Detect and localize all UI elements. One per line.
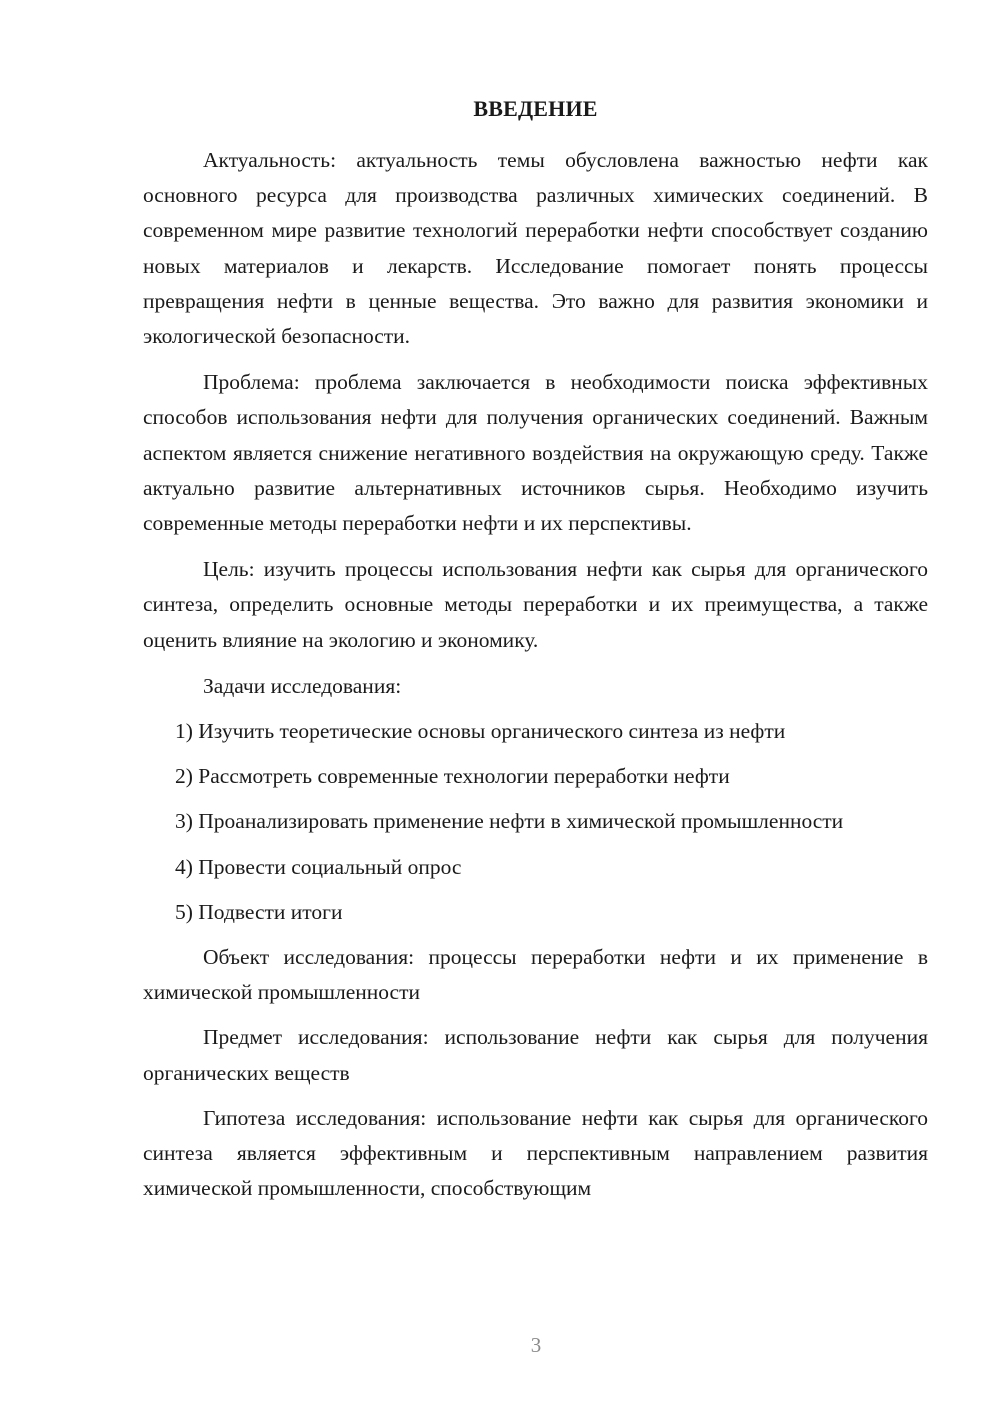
subject-paragraph: Предмет исследования: использование нефти как сырья для получения органических веществ — [143, 1025, 928, 1085]
problem-paragraph: Проблема: проблема заключается в необходимости поиска эффективных способов использования нефти для получения органических соединений. Важным аспектом является снижение негативного воздействия на окружающую среду. Также актуально развитие альтернативных источников сырья. Необходимо изучить современные методы переработки нефти и их перспективы. — [143, 370, 928, 536]
section-title: ВВЕДЕНИЕ — [473, 96, 598, 121]
tasks-heading: Задачи исследования: — [203, 673, 402, 698]
goal-paragraph: Цель: изучить процессы использования нефти как сырья для органического синтеза, определить основные методы переработки и их преимущества, а также оценить влияние на экологию и экономику. — [143, 557, 928, 652]
relevance-paragraph: Актуальность: актуальность темы обусловлена важностью нефти как основного ресурса для производства различных химических соединений. В современном мире развитие технологий переработки нефти способствует созданию новых материалов и лекарств. Исследование помогает понять процессы превращения нефти в ценные вещества. Это важно для развития экономики и экологической безопасности. — [143, 148, 928, 349]
task-item-2: 2) Рассмотреть современные технологии переработки нефти — [175, 764, 730, 789]
task-item-1: 1) Изучить теоретические основы органического синтеза из нефти — [175, 719, 786, 744]
task-item-4: 4) Провести социальный опрос — [175, 854, 462, 879]
task-item-5: 5) Подвести итоги — [175, 899, 343, 924]
object-paragraph: Объект исследования: процессы переработки нефти и их применение в химической промышленности — [143, 945, 928, 1005]
hypothesis-paragraph: Гипотеза исследования: использование нефти как сырья для органического синтеза является эффективным и перспективным направлением развития химической промышленности, способствующим — [143, 1105, 928, 1201]
document-body — [143, 143, 928, 1206]
task-item-3: 3) Проанализировать применение нефти в химической промышленности — [175, 809, 844, 834]
page-number: 3 — [530, 1333, 542, 1357]
